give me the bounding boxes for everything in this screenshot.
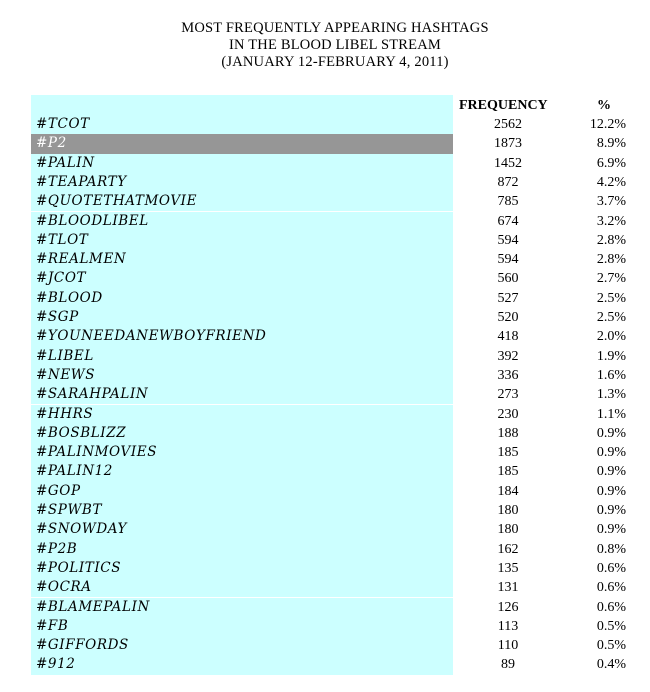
hashtag-cell: #P2 (31, 134, 453, 153)
percent-cell: 0.9% (596, 483, 626, 499)
percent-cell: 0.6% (596, 560, 626, 576)
header-tag-cell (31, 95, 453, 115)
frequency-cell: 180 (497, 522, 519, 538)
table-row (31, 192, 631, 211)
percent-cell: 0.9% (596, 425, 626, 441)
hashtag-cell: #912 (31, 655, 453, 674)
percent-cell: 12.2% (589, 117, 626, 132)
frequency-cell: 188 (497, 425, 519, 441)
hashtag-cell: #REALMEN (31, 250, 453, 269)
percent-cell: 1.3% (596, 387, 626, 403)
hashtag-cell: #PALIN12 (31, 462, 453, 481)
frequency-cell: 594 (497, 232, 519, 248)
table-row (31, 462, 631, 481)
table-row (31, 540, 631, 559)
hashtag-cell: #OCRA (31, 578, 453, 597)
table-row (31, 308, 631, 327)
table-row (31, 212, 631, 231)
percent-cell: 2.8% (596, 252, 626, 268)
percent-cell: 1.1% (596, 406, 626, 422)
frequency-cell: 131 (497, 580, 519, 596)
title-line-2: IN THE BLOOD LIBEL STREAM (228, 37, 441, 53)
percent-cell: 2.0% (596, 329, 626, 345)
percent-cell: 0.5% (596, 638, 626, 654)
percent-cell: 2.5% (596, 310, 626, 325)
percent-cell: 8.9% (596, 136, 626, 152)
table-row (31, 424, 631, 443)
percent-cell: 0.8% (596, 541, 626, 557)
table-row (31, 482, 631, 501)
hashtag-cell: #TCOT (31, 115, 453, 134)
frequency-cell: 527 (497, 290, 519, 306)
hashtag-cell: #SNOWDAY (31, 520, 453, 539)
frequency-cell: 89 (501, 657, 515, 673)
table-row (31, 501, 631, 520)
table-row (31, 636, 631, 655)
table-row (31, 405, 631, 424)
table-row (31, 289, 631, 308)
hashtag-cell: #BLOOD (31, 289, 453, 308)
percent-cell: 2.5% (596, 290, 626, 306)
hashtag-cell: #YOUNEEDANEWBOYFRIEND (31, 327, 453, 346)
table-row (31, 655, 631, 674)
hashtag-cell: #GIFFORDS (31, 636, 453, 655)
hashtag-cell: #TEAPARTY (31, 173, 453, 192)
percent-cell: 1.9% (596, 348, 626, 364)
frequency-cell: 185 (497, 464, 519, 480)
frequency-cell: 520 (497, 310, 519, 325)
hashtag-cell: #JCOT (31, 269, 453, 288)
table-row (31, 231, 631, 250)
table-row (31, 617, 631, 636)
frequency-cell: 1873 (494, 136, 522, 152)
frequency-cell: 162 (497, 541, 519, 557)
frequency-cell: 230 (497, 406, 519, 422)
percent-column-header: % (597, 98, 611, 113)
frequency-cell: 180 (497, 503, 519, 518)
table-row (31, 598, 631, 617)
frequency-cell: 872 (497, 174, 519, 190)
table-row (31, 366, 631, 385)
table-title (0, 20, 650, 71)
hashtag-cell: #BLOODLIBEL (31, 212, 453, 231)
percent-cell: 2.7% (596, 271, 626, 287)
hashtag-cell: #PALINMOVIES (31, 443, 453, 462)
table-row (31, 443, 631, 462)
hashtag-cell: #LIBEL (31, 347, 453, 366)
hashtag-cell: #SPWBT (31, 501, 453, 520)
percent-cell: 0.5% (596, 618, 626, 634)
hashtag-cell: #SGP (31, 308, 453, 327)
percent-cell: 0.4% (596, 657, 626, 673)
frequency-cell: 135 (497, 560, 519, 576)
hashtag-cell: #PALIN (31, 154, 453, 173)
frequency-cell: 392 (497, 348, 519, 364)
table-row (31, 250, 631, 269)
table-row (31, 520, 631, 539)
hashtag-cell: #SARAHPALIN (31, 385, 453, 404)
percent-cell: 0.9% (596, 503, 626, 518)
frequency-cell: 273 (497, 387, 519, 403)
hashtag-cell: #BLAMEPALIN (31, 598, 453, 617)
hashtag-cell: #BOSBLIZZ (31, 424, 453, 443)
frequency-cell: 594 (497, 252, 519, 268)
frequency-cell: 2562 (494, 117, 522, 132)
percent-cell: 3.7% (596, 194, 626, 210)
frequency-cell: 785 (497, 194, 519, 210)
percent-cell: 1.6% (596, 367, 626, 383)
hashtag-cell: #QUOTETHATMOVIE (31, 192, 453, 211)
title-line-3: (JANUARY 12-FEBRUARY 4, 2011) (221, 54, 449, 70)
table-row (31, 269, 631, 288)
percent-cell: 2.8% (596, 232, 626, 248)
frequency-cell: 418 (497, 329, 519, 345)
table-row (31, 173, 631, 192)
table-row (31, 578, 631, 597)
title-line-1: MOST FREQUENTLY APPEARING HASHTAGS (181, 20, 489, 36)
frequency-cell: 560 (497, 271, 519, 287)
percent-cell: 0.9% (596, 445, 626, 461)
percent-cell: 0.9% (596, 522, 626, 538)
percent-cell: 4.2% (596, 174, 626, 190)
frequency-cell: 674 (497, 213, 519, 229)
table-row (31, 559, 631, 578)
frequency-cell: 185 (497, 445, 519, 461)
percent-cell: 0.6% (596, 599, 626, 615)
hashtag-cell: #NEWS (31, 366, 453, 385)
hashtag-cell: #GOP (31, 482, 453, 501)
hashtag-cell: #HHRS (31, 405, 453, 424)
frequency-cell: 336 (497, 367, 519, 383)
frequency-cell: 110 (497, 638, 519, 654)
percent-cell: 6.9% (596, 155, 626, 171)
hashtag-cell: #FB (31, 617, 453, 636)
percent-cell: 3.2% (596, 213, 626, 229)
frequency-cell: 113 (497, 618, 519, 634)
percent-cell: 0.6% (596, 580, 626, 596)
frequency-cell: 184 (497, 483, 519, 499)
hashtag-cell: #P2B (31, 540, 453, 559)
hashtag-cell: #POLITICS (31, 559, 453, 578)
table-row (31, 154, 631, 173)
table-row (31, 115, 631, 134)
frequency-cell: 126 (497, 599, 519, 615)
table-row (31, 347, 631, 366)
percent-cell: 0.9% (596, 464, 626, 480)
table-row (31, 327, 631, 346)
frequency-cell: 1452 (494, 155, 522, 171)
hashtag-cell: #TLOT (31, 231, 453, 250)
frequency-column-header: FREQUENCY (459, 98, 548, 113)
table-row (31, 385, 631, 404)
table-row (31, 134, 631, 153)
